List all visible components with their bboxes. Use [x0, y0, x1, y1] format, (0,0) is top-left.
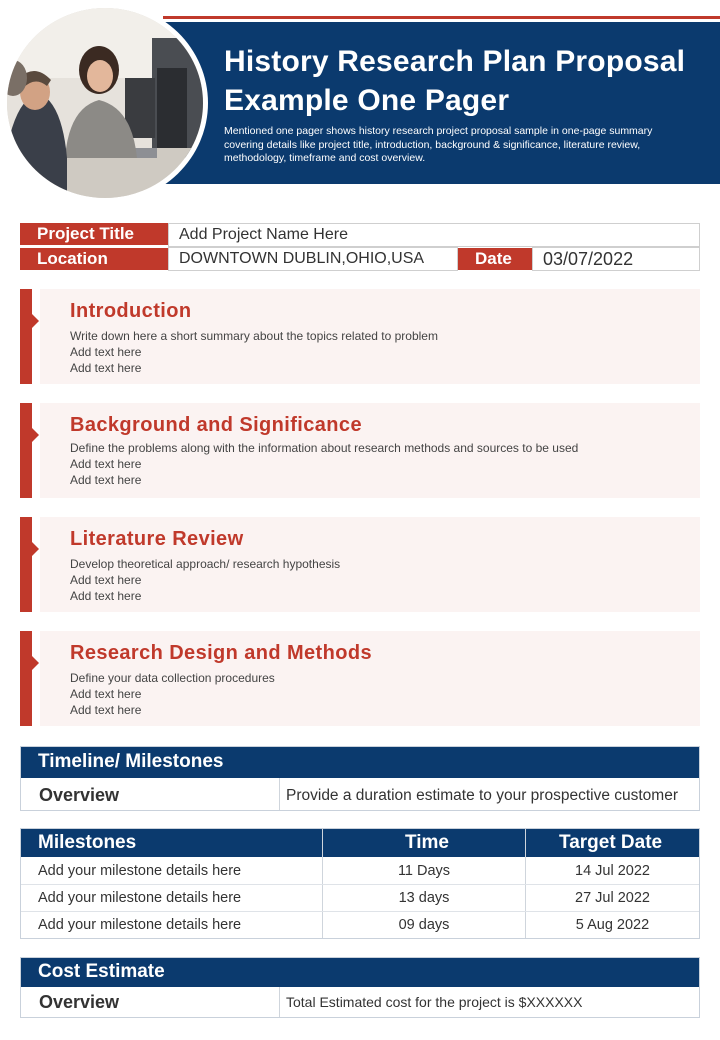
table-cell: 13 days: [398, 890, 450, 906]
cost-table: [20, 957, 700, 1018]
section-text: Add text here: [70, 703, 142, 717]
section-title: Literature Review: [70, 528, 244, 550]
section-title: Introduction: [70, 300, 192, 322]
section-text: Add text here: [70, 361, 142, 375]
section-text: Add text here: [70, 457, 142, 471]
project-title-label: Project Title: [20, 223, 168, 245]
section-accent-arrow: [32, 314, 39, 328]
section-introduction: [20, 289, 700, 384]
section-text: Add text here: [70, 473, 142, 487]
section-text: Define your data collection procedures: [70, 671, 275, 685]
section-text: Define the problems along with the information about research methods and sources to be used: [70, 441, 579, 455]
date-value: 03/07/2022: [532, 247, 700, 271]
section-accent-bar: [20, 289, 32, 384]
section-accent-bar: [20, 517, 32, 612]
section-accent-bar: [20, 403, 32, 498]
section-text: Add text here: [70, 687, 142, 701]
timeline-overview-label: Overview: [39, 785, 120, 805]
table-cell: Add your milestone details here: [38, 917, 242, 933]
section-accent-arrow: [32, 542, 39, 556]
section-text: Write down here a short summary about the topics related to problem: [70, 329, 438, 343]
table-cell: 27 Jul 2022: [575, 890, 650, 906]
page-title-line-1: History Research Plan Proposal: [224, 45, 686, 78]
section-text: Add text here: [70, 573, 142, 587]
time-header: Time: [405, 832, 450, 853]
office-workers-photo: [7, 8, 203, 198]
timeline-overview-value: Provide a duration estimate to your prospective customer: [286, 787, 678, 804]
section-text: Add text here: [70, 589, 142, 603]
cost-title: Cost Estimate: [38, 961, 165, 982]
table-cell: 14 Jul 2022: [575, 863, 650, 879]
table-cell: Add your milestone details here: [38, 890, 242, 906]
header-accent-line: [163, 16, 720, 19]
timeline-table: [20, 746, 700, 811]
section-literature-review: [20, 517, 700, 612]
section-text: Develop theoretical approach/ research hypothesis: [70, 557, 341, 571]
section-title: Research Design and Methods: [70, 642, 372, 664]
location-label: Location: [20, 248, 168, 270]
section-accent-bar: [20, 631, 32, 726]
table-cell: 09 days: [398, 917, 450, 933]
target-date-header: Target Date: [559, 832, 663, 853]
section-research-design: [20, 631, 700, 726]
section-accent-arrow: [32, 428, 39, 442]
cost-overview-label: Overview: [39, 992, 120, 1012]
project-title-value: Add Project Name Here: [168, 223, 700, 247]
timeline-title: Timeline/ Milestones: [38, 751, 224, 772]
cost-overview-value: Total Estimated cost for the project is $XXXXXX: [286, 994, 583, 1010]
page-title-line-2: Example One Pager: [224, 84, 510, 117]
milestones-header: Milestones: [38, 832, 137, 853]
location-value: DOWNTOWN DUBLIN,OHIO,USA: [168, 247, 458, 271]
section-accent-arrow: [32, 656, 39, 670]
header-photo: [2, 3, 208, 203]
section-background-significance: [20, 403, 700, 498]
page-description: Mentioned one pager shows history research project proposal sample in one-page summary covering details like project title, introduction, background & significance, literature review, methodology, timeframe and cost overview.: [224, 125, 653, 164]
date-label: Date: [458, 248, 532, 270]
section-title: Background and Significance: [70, 414, 362, 436]
section-text: Add text here: [70, 345, 142, 359]
table-cell: Add your milestone details here: [38, 863, 242, 879]
table-cell: 5 Aug 2022: [575, 917, 650, 933]
table-cell: 11 Days: [397, 863, 451, 879]
milestones-table: [20, 828, 700, 939]
milestones-header-row: [21, 829, 699, 857]
page-title: [224, 42, 714, 120]
